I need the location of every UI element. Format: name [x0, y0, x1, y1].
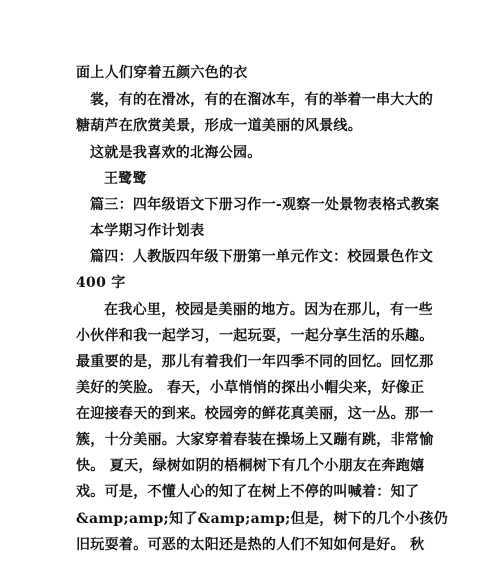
text-line: 裳，有的在滑冰，有的在溜冰车，有的举着一串大大的 [90, 92, 434, 108]
author-name: 王鹭鹭 [104, 171, 147, 187]
text-line: 最重要的是，那儿有着我们一年四季不同的回忆。回忆那 [76, 354, 434, 370]
text-line: 美好的笑脸。 春天，小草悄悄的探出小帽尖来，好像正 [76, 380, 425, 396]
text-line: 400 字 [76, 275, 126, 291]
text-line: 糖葫芦在欣赏美景，形成一道美丽的风景线。 [76, 118, 362, 134]
text-line: 在迎接春天的到来。校园旁的鲜花真美丽，这一丛。那一 [76, 406, 434, 422]
text-line: 戏。可是，不懂人心的知了在树上不停的叫喊着：知了 [76, 484, 420, 500]
text-line: &amp;amp;知了&amp;amp;但是，树下的几个小孩仍 [76, 511, 448, 527]
article-heading: 篇三：四年级语文下册习作一-观察一处景物表格式教案 [90, 197, 440, 213]
article-heading: 篇四：人教版四年级下册第一单元作文：校园景色作文 [90, 249, 434, 265]
text-line: 小伙伴和我一起学习，一起玩耍，一起分享生活的乐趣。 [76, 328, 434, 344]
text-line: 本学期习作计划表 [90, 223, 205, 239]
text-line: 这就是我喜欢的北海公园。 [90, 145, 262, 161]
text-line: 快。 夏天，绿树如阴的梧桐树下有几个小朋友在奔跑嬉 [76, 458, 425, 474]
text-line: 簇，十分美丽。大家穿着春装在操场上又蹦有跳，非常愉 [76, 432, 434, 448]
text-line: 在我心里，校园是美丽的地方。因为在那儿，有一些 [104, 302, 433, 318]
text-line: 面上人们穿着五颜六色的衣 [76, 65, 248, 81]
text-line: 旧玩耍着。可恶的太阳还是热的人们不知如何是好。 秋 [76, 537, 425, 553]
